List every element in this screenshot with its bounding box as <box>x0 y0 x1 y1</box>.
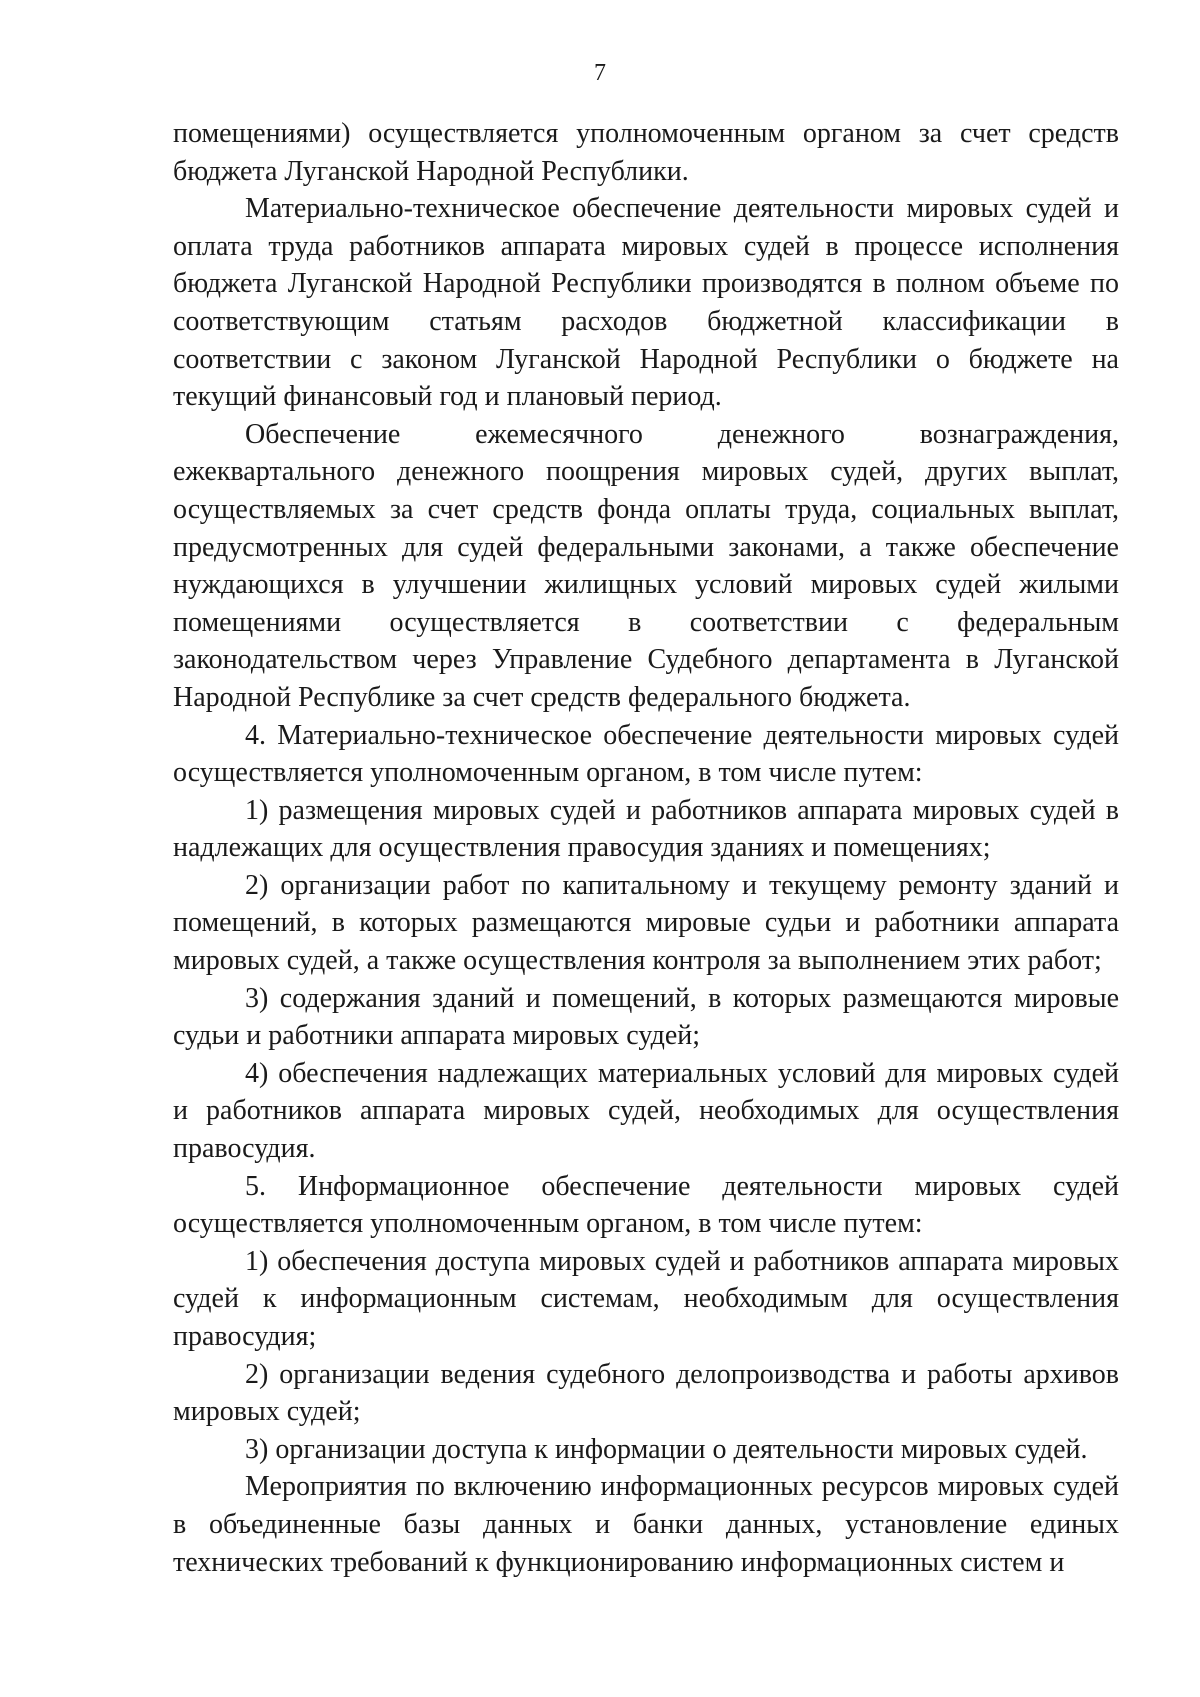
document-body <box>173 115 1119 1581</box>
list-item-4-4: 4) обеспечения надлежащих материальных условий для мировых судей и работников аппарата мировых судей, необходимых для осуществления правосудия. <box>173 1057 1119 1165</box>
list-item-5-2: 2) организации ведения судебного делопроизводства и работы архивов мировых судей; <box>173 1358 1119 1428</box>
list-item-4-2: 2) организации работ по капитальному и текущему ремонту зданий и помещений, в которых размещаются мировые судьи и работники аппарата мировых судей, а также осуществления контроля за выполнением этих работ; <box>173 869 1119 977</box>
paragraph-section-5: 5. Информационное обеспечение деятельности мировых судей осуществляется уполномоченным органом, в том числе путем: <box>173 1170 1119 1240</box>
list-item-4-1: 1) размещения мировых судей и работников аппарата мировых судей в надлежащих для осуществления правосудия зданиях и помещениях; <box>173 794 1119 864</box>
paragraph-section-4: 4. Материально-техническое обеспечение деятельности мировых судей осуществляется уполномоченным органом, в том числе путем: <box>173 719 1119 789</box>
list-item-5-1: 1) обеспечения доступа мировых судей и работников аппарата мировых судей к информационным системам, необходимым для осуществления правосудия; <box>173 1245 1119 1352</box>
paragraph-material-support-budget: Материально-техническое обеспечение деятельности мировых судей и оплата труда работников аппарата мировых судей в процессе исполнения бюджета Луганской Народной Республики производятся в полном объеме по соответствующим статьям расходов бюджетной классификации в соответствии с законом Луганской Народной Республики о бюджете на текущий финансовый год и плановый период. <box>173 193 1119 413</box>
page-number: 7 <box>594 60 606 86</box>
paragraph-information-resources: Мероприятия по включению информационных ресурсов мировых судей в объединенные базы данных и банки данных, установление единых технических требований к функционированию информационных систем и <box>173 1471 1119 1578</box>
list-item-5-3: 3) организации доступа к информации о деятельности мировых судей. <box>245 1433 1088 1465</box>
paragraph-remuneration: Обеспечение ежемесячного денежного вознаграждения, ежеквартального денежного поощрения мировых судей, других выплат, осуществляемых за счет средств фонда оплаты труда, социальных выплат, предусмотренных для судей федеральными законами, а также обеспечение нуждающихся в улучшении жилищных условий мировых судей жилыми помещениями осуществляется в соответствии с федеральным законодательством через Управление Судебного департамента в Луганской Народной Республике за счет средств федерального бюджета. <box>173 418 1119 713</box>
paragraph-continuation: помещениями) осуществляется уполномоченным органом за счет средств бюджета Луганской Народной Республики. <box>173 118 1119 187</box>
list-item-4-3: 3) содержания зданий и помещений, в которых размещаются мировые судьи и работники аппарата мировых судей; <box>173 982 1119 1052</box>
